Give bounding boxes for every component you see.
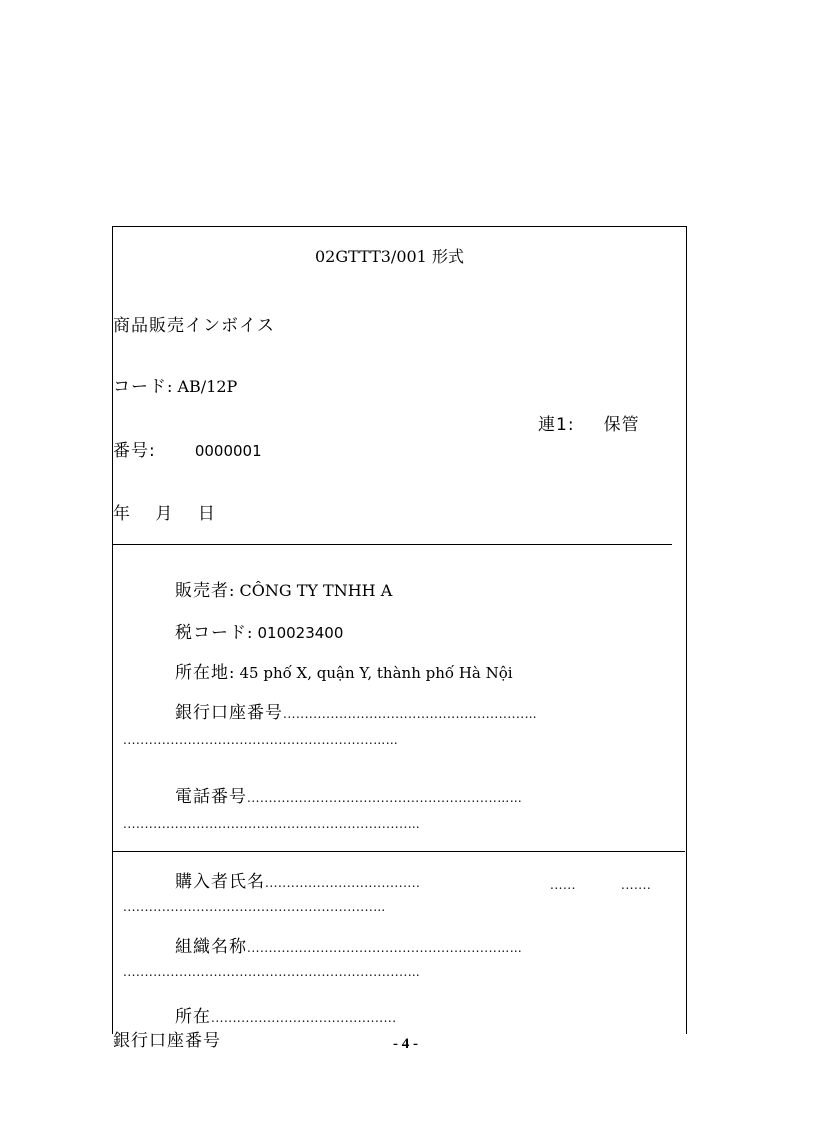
buyer-address-dots: ........................................... (211, 1011, 397, 1025)
buyer-org-dots: ..........................................................…… (247, 941, 523, 955)
seller-bank-dots-2: ..........................................................…… (123, 733, 399, 747)
buyer-org-line (175, 937, 522, 958)
divider-seller (112, 851, 685, 852)
number-line (113, 441, 262, 461)
buyer-name-label: 購入者氏名 (175, 872, 265, 892)
number-label: 番号: (113, 441, 156, 461)
seller-phone-dots-2: ..................................................................… (123, 817, 421, 831)
seller-phone-label: 電話番号 (175, 787, 247, 807)
buyer-name-dots-b: ...... (550, 878, 576, 892)
date-year: 年 (113, 504, 131, 524)
buyer-name-dots-c: ....... (621, 878, 652, 892)
copy-label: 連1: (538, 415, 575, 435)
seller-address-value: 45 phố X, quận Y, thành phố Hà Nội (239, 664, 513, 682)
invoice-form-box (112, 226, 687, 1051)
copy-line (538, 415, 640, 435)
seller-bank-dots: ........................................................… (283, 707, 538, 721)
seller-address-line: 所在地: 45 phố X, quận Y, thành phố Hà Nội (175, 663, 513, 683)
symbol-line: コード: AB/12P (113, 377, 238, 397)
date-month: 月 (155, 504, 174, 524)
seller-tax-label: 税コード (175, 623, 247, 643)
seller-bank-label: 銀行口座番号 (175, 703, 283, 723)
form-code-label: 02GTTT3/001 形式 (315, 247, 464, 266)
buyer-address-line (175, 1007, 397, 1028)
divider-header (112, 544, 672, 545)
buyer-name-line (175, 872, 420, 893)
seller-name-value: CÔNG TY TNHH A (239, 581, 393, 600)
date-line (113, 499, 216, 524)
symbol-value: AB/12P (177, 377, 238, 396)
buyer-address-label: 所在 (175, 1007, 211, 1027)
seller-tax-line: 税コード: 010023400 (175, 623, 344, 643)
date-day: 日 (197, 504, 216, 524)
symbol-label: コード (113, 377, 167, 397)
invoice-title: 商品販売インボイス (113, 316, 275, 336)
buyer-name-dots: .................................... (265, 876, 421, 890)
buyer-org-label: 組織名称 (175, 937, 247, 957)
number-value: 0000001 (194, 442, 262, 460)
seller-address-label: 所在地 (175, 663, 229, 683)
buyer-name-dots-2: ..........................................................… (123, 900, 386, 914)
seller-bank-line (175, 703, 537, 724)
seller-tax-value: 010023400 (257, 624, 344, 642)
seller-phone-line (175, 787, 522, 808)
buyer-org-dots-2: ..................................................................… (123, 965, 421, 979)
page-number: - 4 - (393, 1036, 418, 1052)
form-code (315, 247, 464, 267)
seller-name-label: 販売者 (175, 581, 229, 601)
seller-name-line: 販売者: CÔNG TY TNHH A (175, 581, 393, 601)
buyer-bank-label-clipped: 銀行口座番号 (113, 1031, 221, 1051)
seller-phone-dots: ..........................................................…… (247, 791, 523, 805)
copy-value: 保管 (603, 415, 640, 435)
